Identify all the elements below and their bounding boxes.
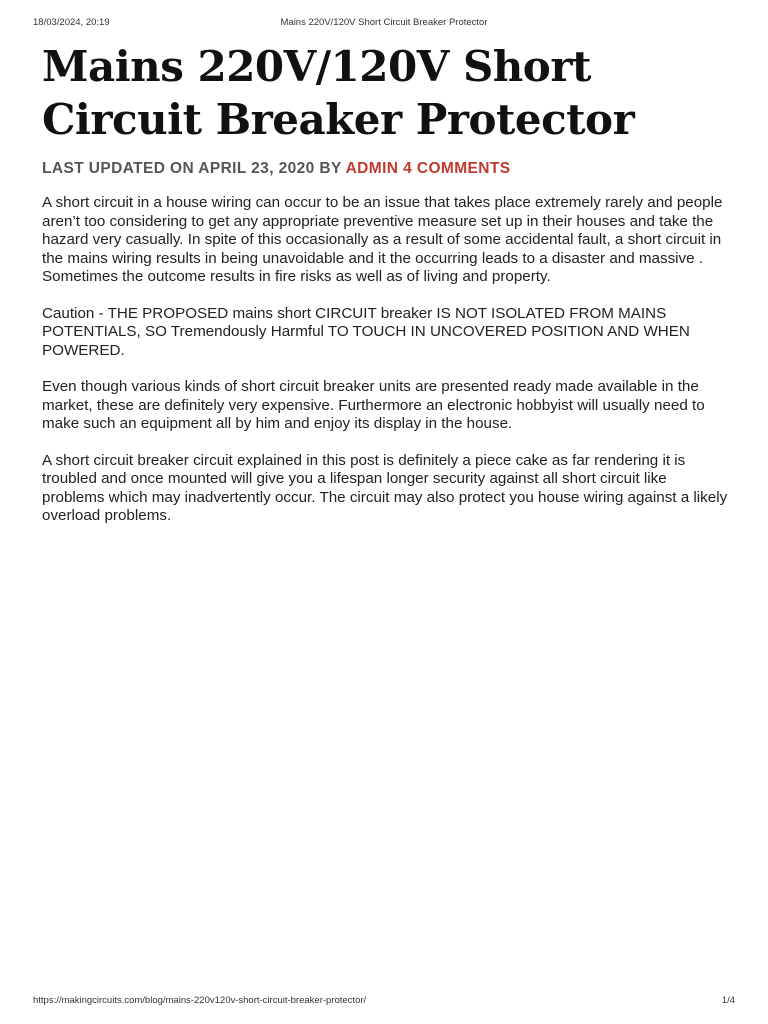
article-title: Mains 220V/120V Short Circuit Breaker Protector [42, 42, 635, 144]
paragraph-caution: Caution - THE PROPOSED mains short CIRCUIT breaker IS NOT ISOLATED FROM MAINS POTENTIALS, SO Tremendously Harmful TO TOUCH IN UNCOVERED POSITION AND WHEN POWERED. [42, 304, 690, 359]
print-footer [33, 995, 735, 1007]
paragraph-circuit: A short circuit breaker circuit explained in this post is definitely a piece cake as far rendering it is troubled and once mounted will give you a lifespan longer security against all short circuit like problems which may inadvertently occur. The circuit may also protect you house wiring against a likely overload problems. [42, 451, 728, 524]
paragraph-market: Even though various kinds of short circuit breaker units are presented ready made available in the market, these are definitely very expensive. Furthermore an electronic hobbyist will usually need to make such an equipment all by him and enjoy its display in the house. [42, 378, 705, 432]
print-header-datetime: 18/03/2024, 20:19 [33, 17, 110, 28]
page-number: 1/4 [721, 995, 735, 1006]
article-meta [42, 160, 732, 178]
comments-link[interactable]: 4 COMMENTS [403, 160, 511, 177]
page-url[interactable]: https://makingcircuits.com/blog/mains-220v120v-short-circuit-breaker-protector/ [33, 995, 367, 1006]
article-content [42, 194, 732, 526]
paragraph-intro: A short circuit in a house wiring can occur to be an issue that takes place extremely rarely and people aren’t too considering to get any appropriate preventive measure set up in their houses and take the hazard very casually. In spite of this occasionally as a result of some accidental fault, a short circuit in the mains wiring results in being unavoidable and it the occurring leads to a disaster and massive . Sometimes the outcome results in fire risks as well as of living and property. [42, 194, 723, 285]
author-link[interactable]: ADMIN [345, 160, 399, 177]
article [42, 40, 732, 526]
last-updated-text: LAST UPDATED ON APRIL 23, 2020 BY [42, 160, 342, 177]
print-header-title: Mains 220V/120V Short Circuit Breaker Protector [280, 17, 488, 28]
print-header [33, 17, 735, 29]
